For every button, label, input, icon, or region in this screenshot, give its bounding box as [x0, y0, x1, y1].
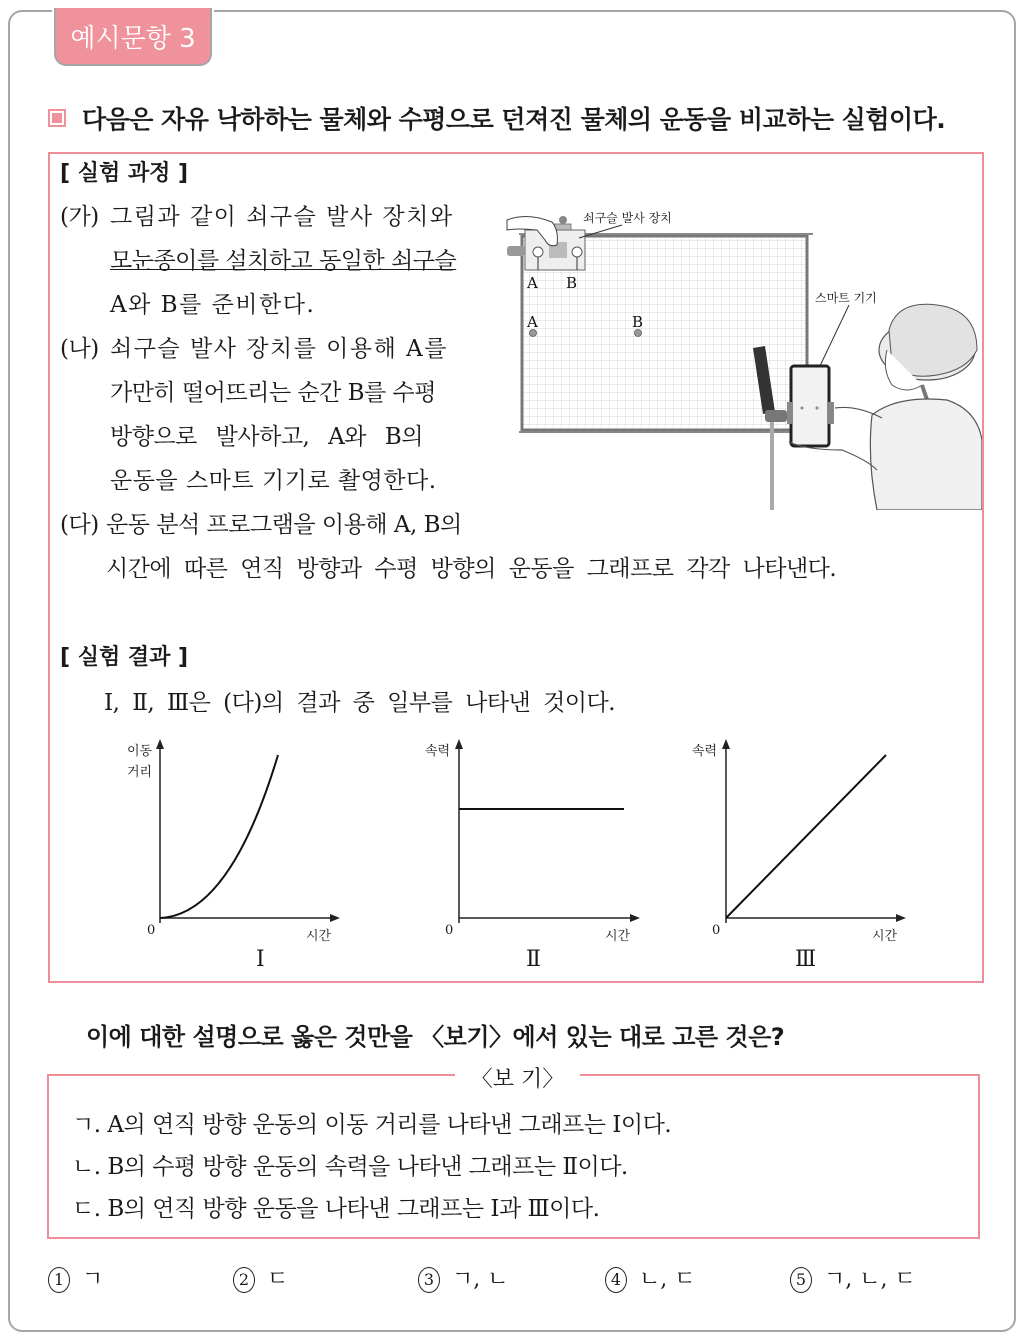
ball-label-b-top: B	[566, 274, 578, 292]
step-line: 가만히 떨어뜨리는 순간 B를 수평	[110, 380, 436, 406]
step-line: 쇠구슬 발사 장치를 이용해 A를	[110, 336, 448, 362]
choice-text: ㄱ, ㄴ, ㄷ	[824, 1267, 916, 1292]
question-title	[48, 100, 945, 136]
ball-label-b-grid: B	[632, 313, 644, 331]
step-line: 운동을 스마트 기기로 촬영한다.	[110, 468, 437, 494]
choice-number: 3	[418, 1267, 440, 1293]
launcher-label: 쇠구슬 발사 장치	[583, 211, 672, 225]
step-marker: (다)	[60, 512, 99, 538]
bogi-item-1: ㄱ. A의 연직 방향 운동의 이동 거리를 나타낸 그래프는 Ⅰ이다.	[72, 1112, 672, 1138]
choice-text: ㄱ	[82, 1267, 104, 1292]
experiment-illustration	[497, 200, 982, 510]
step-line: 그림과 같이 쇠구슬 발사 장치와	[110, 204, 454, 230]
graph-3-xlabel: 시간	[872, 929, 898, 944]
answer-choice-3[interactable]	[418, 1262, 509, 1293]
graph-2-plot	[410, 735, 650, 935]
choice-text: ㄱ, ㄴ	[452, 1267, 509, 1292]
experiment-illustration-svg	[497, 200, 982, 510]
square-bullet-icon	[48, 109, 66, 127]
question-badge	[54, 8, 212, 66]
question-prompt	[86, 1017, 784, 1052]
question-prompt-text: 이에 대한 설명으로 옳은 것만을 〈보기〉에서 있는 대로 고른 것은?	[86, 1023, 785, 1051]
graph-3-title: Ⅲ	[795, 947, 817, 972]
graph-3-plot	[676, 735, 916, 935]
graph-1-xlabel: 시간	[306, 929, 332, 944]
step-marker: (가)	[60, 204, 99, 230]
graph-2-title: Ⅱ	[526, 947, 541, 972]
graph-1-origin: 0	[147, 923, 156, 938]
bogi-item-2: ㄴ. B의 수평 방향 운동의 속력을 나타낸 그래프는 Ⅱ이다.	[72, 1154, 628, 1180]
choice-text: ㄴ, ㄷ	[639, 1267, 696, 1292]
choice-text: ㄷ	[267, 1267, 289, 1292]
graph-2	[410, 735, 650, 980]
choice-number: 1	[48, 1267, 70, 1293]
bogi-item-3: ㄷ. B의 연직 방향 운동을 나타낸 그래프는 Ⅰ과 Ⅲ이다.	[72, 1196, 600, 1222]
step-line: 시간에 따른 연직 방향과 수평 방향의 운동을 그래프로 각각 나타낸다.	[106, 556, 837, 582]
answer-choice-4[interactable]	[605, 1262, 696, 1293]
step-line: 운동 분석 프로그램을 이용해 A, B의	[106, 512, 462, 538]
answer-choice-5[interactable]	[790, 1262, 916, 1293]
answer-choice-1[interactable]	[48, 1262, 103, 1293]
choice-number: 4	[605, 1267, 627, 1293]
smart-device-label: 스마트 기기	[815, 291, 877, 305]
ball-label-a-top: A	[527, 274, 538, 292]
graph-3	[676, 735, 916, 980]
graph-2-ylabel: 속력	[425, 744, 451, 759]
badge-label: 예시문항 3	[70, 23, 196, 54]
graph-1-ylabel: 이동	[127, 744, 153, 759]
graph-2-xlabel: 시간	[605, 929, 631, 944]
graph-1-title: Ⅰ	[256, 947, 265, 972]
graph-3-origin: 0	[712, 923, 721, 938]
choice-number: 2	[233, 1267, 255, 1293]
graph-1	[110, 735, 350, 980]
ball-label-a-grid: A	[527, 313, 538, 331]
question-title-text: 다음은 자유 낙하하는 물체와 수평으로 던져진 물체의 운동을 비교하는 실험이다.	[82, 105, 946, 134]
bogi-title: 〈보 기〉	[455, 1062, 580, 1093]
step-marker: (나)	[60, 336, 99, 362]
answer-choice-2[interactable]	[233, 1262, 288, 1293]
results-description: Ⅰ, Ⅱ, Ⅲ은 (다)의 결과 중 일부를 나타낸 것이다.	[104, 690, 616, 716]
graph-3-ylabel: 속력	[692, 744, 718, 759]
graph-2-origin: 0	[445, 923, 454, 938]
graph-1-ylabel-2: 거리	[127, 765, 153, 780]
results-heading: [ 실험 결과 ]	[60, 645, 189, 670]
procedure-heading: [ 실험 과정 ]	[60, 161, 189, 186]
step-line: 방향으로 발사하고, A와 B의	[110, 424, 423, 450]
choice-number: 5	[790, 1267, 812, 1293]
step-line: A와 B를 준비한다.	[110, 292, 316, 318]
step-line: 모눈종이를 설치하고 동일한 쇠구슬	[110, 248, 457, 274]
